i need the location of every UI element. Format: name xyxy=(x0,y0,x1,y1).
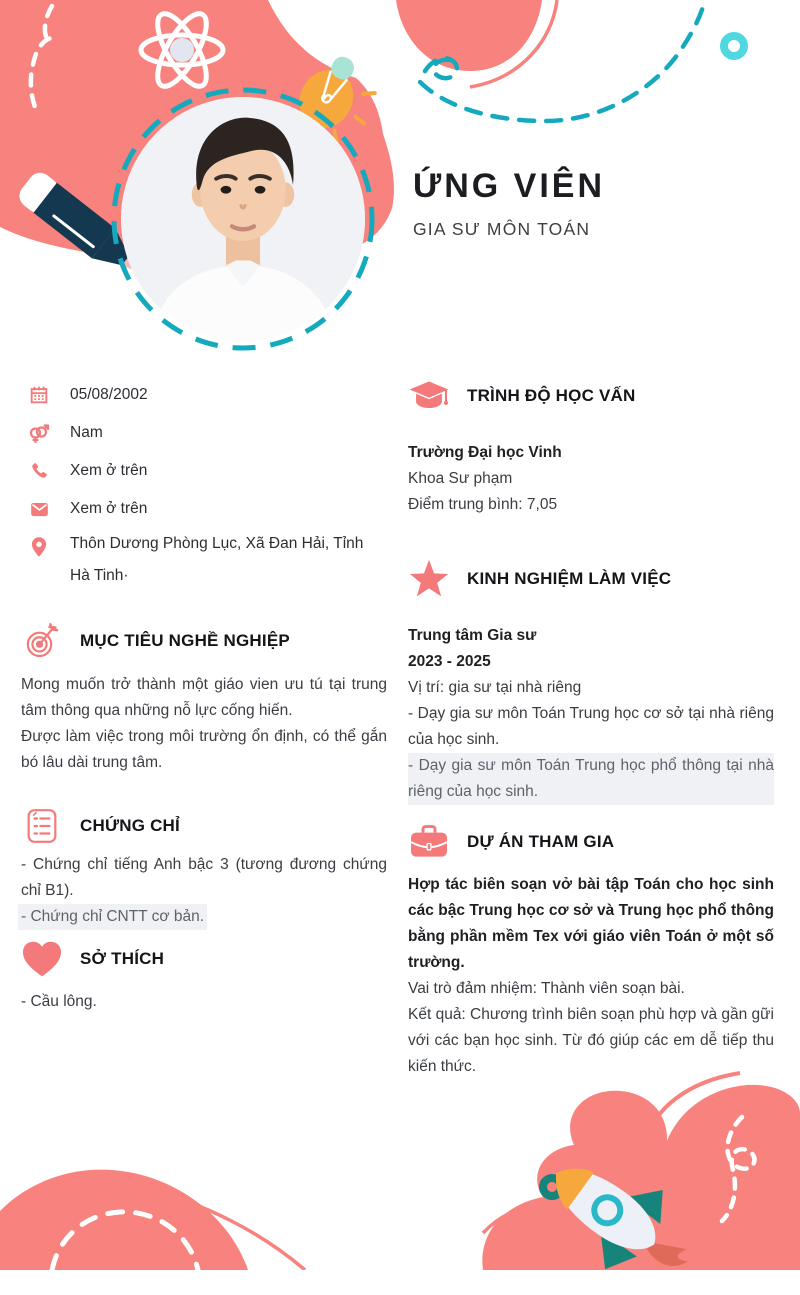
certificates-heading: CHỨNG CHỈ xyxy=(80,816,180,835)
candidate-title: GIA SƯ MÔN TOÁN xyxy=(413,219,591,239)
email-value: Xem ở trên xyxy=(70,500,148,517)
top-decoration xyxy=(0,0,800,370)
education-faculty: Khoa Sư phạm xyxy=(408,470,513,487)
blob-dashed-squiggle xyxy=(722,1117,754,1221)
contact-row-phone xyxy=(27,452,389,490)
section-hobbies xyxy=(21,937,387,1015)
target-icon xyxy=(21,620,63,662)
section-experience xyxy=(408,557,774,805)
certificate-item-1: - Chứng chỉ tiếng Anh bậc 3 (tương đương chứng chỉ B1). xyxy=(21,856,387,899)
education-heading: TRÌNH ĐỘ HỌC VẤN xyxy=(467,386,636,405)
experience-company: Trung tâm Gia sư xyxy=(408,627,537,644)
experience-header xyxy=(408,557,774,601)
objective-header xyxy=(21,619,387,663)
projects-header xyxy=(408,820,774,864)
bottom-left-thin-arc xyxy=(140,1187,305,1270)
bottom-left-dashed-arc xyxy=(52,1212,198,1270)
objective-heading: MỤC TIÊU NGHỀ NGHIỆP xyxy=(80,631,290,650)
cyan-donut-top xyxy=(724,36,744,56)
experience-line-1: - Dạy gia sư môn Toán Trung học cơ sở tại nhà riêng của học sinh. xyxy=(408,705,774,748)
top-right-blob xyxy=(396,0,542,71)
section-objective xyxy=(21,619,387,776)
teal-donut-bottom xyxy=(543,1178,561,1196)
objective-paragraph-2: Được làm việc trong môi trường ổn định, có thể gắn bó lâu dài trung tâm. xyxy=(21,728,387,771)
certificates-body xyxy=(21,852,387,930)
bottom-right-arc xyxy=(643,1073,740,1147)
atom-icon xyxy=(141,7,223,93)
experience-body xyxy=(408,623,774,805)
address-value: Thôn Dương Phòng Lục, Xã Đan Hải, Tỉnh Hà Tinh· xyxy=(70,535,364,584)
hobbies-heading: SỞ THÍCH xyxy=(80,949,165,968)
phone-icon xyxy=(27,459,51,483)
section-certificates xyxy=(21,804,387,930)
graduation-cap-icon xyxy=(408,375,450,417)
education-gpa: Điểm trung bình: 7,05 xyxy=(408,496,558,513)
bottom-center-arc xyxy=(483,1204,558,1233)
contact-row-gender xyxy=(27,414,389,452)
title-block xyxy=(413,167,605,240)
education-school: Trường Đại học Vinh xyxy=(408,444,562,461)
objective-body xyxy=(21,672,387,776)
top-right-arc xyxy=(470,0,557,87)
star-icon xyxy=(408,558,450,600)
contact-row-email xyxy=(27,490,389,528)
contact-row-birthday xyxy=(27,376,389,414)
teal-dashed-curve xyxy=(420,0,705,121)
hobby-item-1: - Cầu lông. xyxy=(21,993,97,1010)
hobbies-header xyxy=(21,937,387,981)
phone-value: Xem ở trên xyxy=(70,462,148,479)
gender-icon xyxy=(27,421,51,445)
portrait-illustration xyxy=(121,97,365,341)
clipboard-icon xyxy=(21,805,63,847)
certificates-header xyxy=(21,804,387,848)
experience-position: Vị trí: gia sư tại nhà riêng xyxy=(408,679,582,696)
projects-heading: DỰ ÁN THAM GIA xyxy=(467,832,615,851)
project-title: Hợp tác biên soạn vở bài tập Toán cho học sinh các bậc Trung học cơ sở và Trung học phổ thông bằng phần mềm Tex với giáo viên Toán ở một số trường. xyxy=(408,876,774,971)
gender-value: Nam xyxy=(70,424,103,441)
candidate-name: ỨNG VIÊN xyxy=(413,167,606,205)
bottom-left-blob xyxy=(0,1170,248,1270)
briefcase-icon xyxy=(408,821,450,863)
contact-info xyxy=(27,376,389,592)
white-squiggle xyxy=(31,6,52,112)
section-projects xyxy=(408,820,774,1080)
education-header xyxy=(408,374,774,418)
heart-icon xyxy=(21,938,63,980)
contact-row-address xyxy=(27,528,389,592)
section-education xyxy=(408,374,774,518)
experience-period: 2023 - 2025 xyxy=(408,653,491,670)
projects-body xyxy=(408,872,774,1080)
rocket-icon xyxy=(528,1134,713,1270)
profile-photo xyxy=(121,97,365,341)
project-role: Vai trò đảm nhiệm: Thành viên soạn bài. xyxy=(408,980,685,997)
experience-heading: KINH NGHIỆM LÀM VIỆC xyxy=(467,569,672,588)
calendar-icon xyxy=(27,383,51,407)
location-icon xyxy=(27,535,51,559)
education-body xyxy=(408,440,774,518)
objective-paragraph-1: Mong muốn trở thành một giáo vien ưu tú tại trung tâm thông qua những nỗ lực cống hiến. xyxy=(21,676,387,719)
bottom-decoration xyxy=(0,1055,800,1270)
email-icon xyxy=(27,497,51,521)
experience-line-2: - Dạy gia sư môn Toán Trung học phổ thông tại nhà riêng của học sinh. xyxy=(408,753,774,805)
project-result: Kết quả: Chương trình biên soạn phù hợp và gần gữi với các bạn học sinh. Từ đó giúp các em dễ tiếp thu kiến thức. xyxy=(408,1006,774,1075)
birthday-value: 05/08/2002 xyxy=(70,386,148,403)
bottom-right-blob xyxy=(482,1085,800,1270)
hobbies-body xyxy=(21,989,387,1015)
certificate-item-2: - Chứng chỉ CNTT cơ bản. xyxy=(18,904,207,930)
